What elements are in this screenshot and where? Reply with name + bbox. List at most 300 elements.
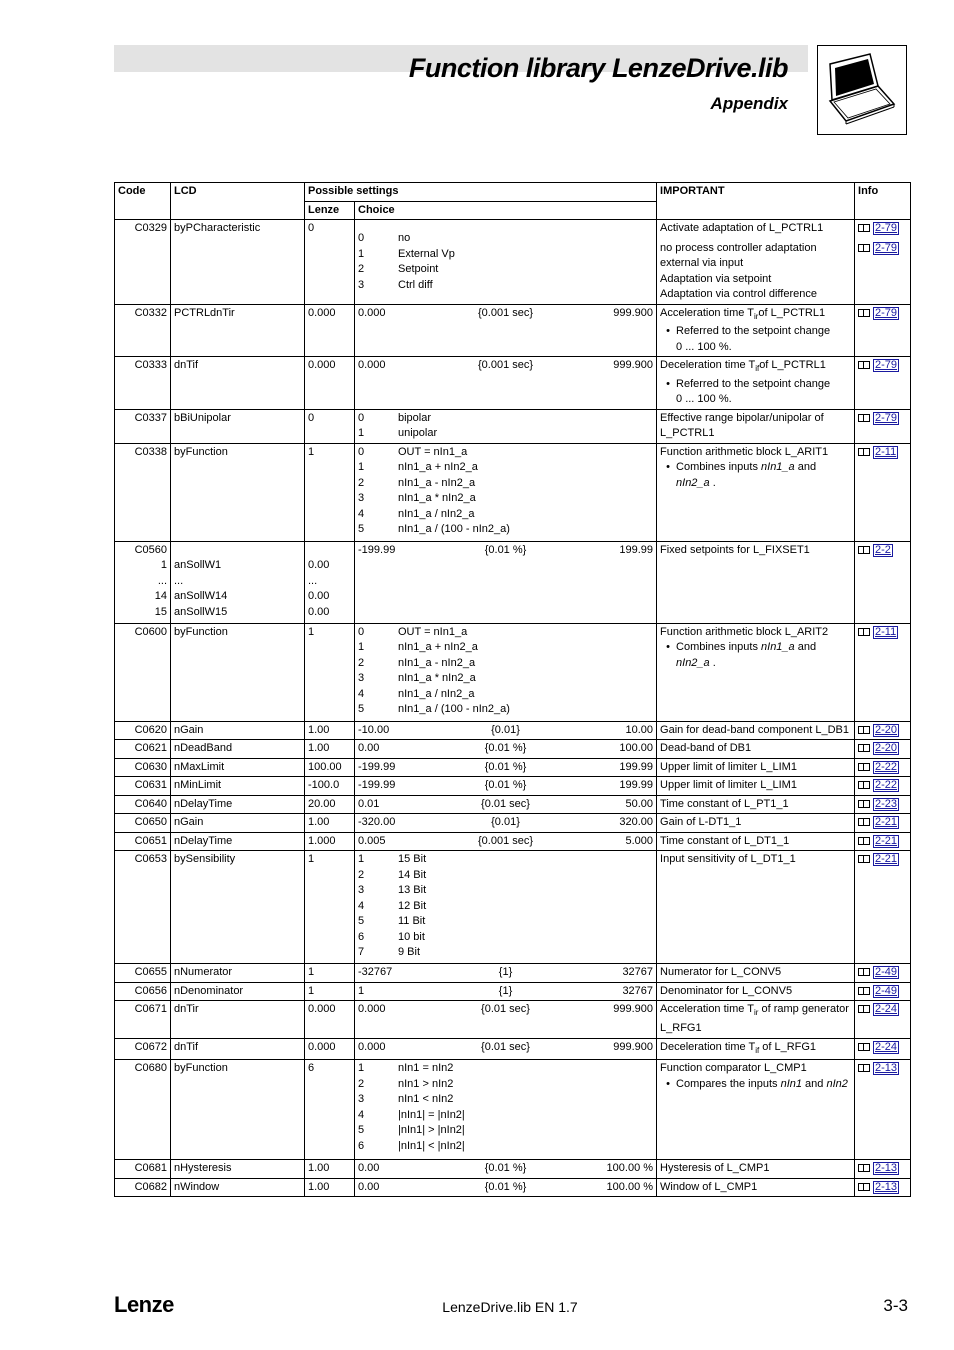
bullet-input-1: nIn1_a [761,461,795,474]
bullet-item [660,377,851,393]
book-icon [858,1043,870,1051]
table-row [115,541,911,623]
important-text: Adaptation via control difference [660,288,817,300]
range-min: 0.005 [358,834,386,847]
choice-number: 1 [358,247,365,260]
table-row [115,721,911,740]
laptop-icon [817,45,907,135]
page-reference-link[interactable]: 2-13 [875,1162,898,1175]
bullet-text-continued: 0 ... 100 %. [676,393,732,406]
lenze-value: 20.00 [308,797,336,810]
bullet-input-2: nIn2_a [676,476,710,489]
code-cell [115,982,171,1001]
code-value: C0631 [134,779,167,792]
lenze-cell [305,541,355,623]
important-title: Deceleration time T [660,359,756,372]
book-icon [858,414,870,422]
table-row [115,357,911,410]
range [358,543,653,559]
code-cell [115,623,171,721]
lenze-cell [305,1060,355,1160]
range-step: {0.01 %} [484,543,527,556]
info-ref [858,778,907,794]
info-cell [855,1038,911,1060]
choice-cell [355,777,657,796]
table-row [115,623,911,721]
range-min: 0.000 [358,1003,386,1016]
code-value: C0650 [134,816,167,829]
lenze-value: 1.00 [308,742,330,755]
range-min: 0.00 [358,742,380,755]
info-cell [855,409,911,443]
lcd-name: nDenominator [174,984,244,997]
range-max: 999.900 [613,1040,654,1053]
choice-number: 2 [358,1077,365,1090]
bullet-input-1: nIn1 [780,1077,802,1090]
lenze-cell [305,814,355,833]
code-value: C0600 [134,625,167,638]
info-ref [858,760,907,776]
lcd-cell [171,220,305,305]
book-icon [858,800,870,808]
lenze-cell [305,795,355,814]
page-reference-link[interactable]: 2-2 [875,543,891,556]
lenze-cell [305,357,355,410]
page-reference-link[interactable]: 2-21 [875,834,898,847]
lenze-value: ... [308,574,318,587]
choice-cell [355,623,657,721]
choice-item [358,491,653,507]
choice-item [358,476,653,492]
lenze-value: 0.000 [308,306,336,319]
info-ref [858,306,907,322]
book-icon [858,968,870,976]
info-cell [855,1178,911,1197]
code-value: C0681 [134,1162,167,1175]
important-cell [657,409,855,443]
book-icon [858,855,870,863]
page-subtitle: Appendix [710,94,788,113]
important-cell [657,1001,855,1038]
choice-cell [355,1060,657,1160]
bullet-end: . [709,656,716,669]
choice-item [358,1108,653,1124]
important-text: Function arithmetic block L_ARIT1 [660,445,829,458]
important-text: Numerator for L_CONV5 [660,966,782,979]
choice-number: 4 [358,687,365,700]
important-cell [657,795,855,814]
bullet-dot: • [666,1077,670,1090]
lcd-cell [171,964,305,983]
code-value: C0338 [134,445,167,458]
table-row [115,1178,911,1197]
choice-label: unipolar [398,427,438,440]
choice-item [358,1092,653,1108]
important-cell [657,777,855,796]
lcd-name: nHysteresis [174,1162,232,1175]
important-subscript: if [755,364,760,374]
lcd-cell [171,721,305,740]
lenze-value: 1 [308,966,315,979]
important-cell [657,964,855,983]
important-text [660,1002,851,1036]
choice-item [358,1139,653,1155]
info-ref [858,445,907,461]
lcd-name: dnTif [174,1040,199,1053]
code-cell [115,443,171,541]
page-reference-link[interactable]: 2-23 [875,797,898,810]
important-cell [657,443,855,541]
code-cell [115,541,171,623]
lenze-cell [305,1160,355,1179]
choice-item [358,883,653,899]
choice-cell [355,832,657,851]
choice-number: 0 [358,625,365,638]
lcd-name: nNumerator [174,966,233,979]
range-step: {0.01} [491,723,520,736]
choice-label: nIn1 < nIn2 [398,1093,454,1106]
range [358,1180,653,1196]
bullet-dot: • [666,461,670,474]
page-reference-link[interactable]: 2-20 [875,723,898,736]
important-cell [657,851,855,964]
range-step: {0.01 sec} [481,1003,530,1016]
important-text: Fixed setpoints for L_FIXSET1 [660,543,810,556]
code-value: C0620 [134,723,167,736]
choice-label: nIn1_a / (100 - nIn2_a) [398,703,510,716]
book-icon [858,309,870,317]
code-cell [115,1038,171,1060]
bullet-text [676,640,816,671]
info-ref [858,984,907,1000]
book-icon [858,726,870,734]
bullet-item [660,460,851,491]
lenze-value: 1 [308,445,315,458]
lenze-value: 1.00 [308,1180,330,1193]
choice-label: OUT = nIn1_a [398,625,468,638]
page-reference-link[interactable]: 2-79 [875,411,898,424]
range [358,1161,653,1177]
range-step: {1} [498,966,513,979]
info-cell [855,832,911,851]
info-ref [858,625,907,641]
choice-cell [355,220,657,305]
lenze-cell [305,304,355,357]
table-row [115,964,911,983]
page-reference-link[interactable]: 2-79 [875,241,898,254]
range-max: 5.000 [625,834,654,847]
code-value: C0682 [134,1180,167,1193]
code-value: C0621 [134,742,167,755]
choice-label: nIn1_a + nIn2_a [398,461,478,474]
important-cell [657,758,855,777]
choice-cell [355,814,657,833]
code-cell [115,1160,171,1179]
choice-cell [355,851,657,964]
lenze-cell [305,220,355,305]
choice-number: 1 [358,853,365,866]
lenze-value: 0.000 [308,1003,336,1016]
info-ref [858,221,907,237]
lcd-name: byFunction [174,625,228,638]
info-ref [858,1040,907,1056]
lcd-name: nDelayTime [174,834,233,847]
range-min: 0.000 [358,306,386,319]
book-icon [858,546,870,554]
code-value: C0651 [134,834,167,847]
info-cell [855,1060,911,1160]
choice-number: 0 [358,411,365,424]
info-ref [858,543,907,559]
lcd-cell [171,623,305,721]
page-reference-link[interactable]: 2-13 [875,1180,898,1193]
range-max: 50.00 [625,797,654,810]
page-reference-link[interactable]: 2-11 [875,625,897,638]
page-reference-link[interactable]: 2-22 [875,760,898,773]
parameter-table [114,182,911,1197]
bullet-item [660,640,851,671]
choice-number: 3 [358,672,365,685]
page-reference-link[interactable]: 2-79 [875,306,898,319]
info-cell [855,304,911,357]
important-text: Denominator for L_CONV5 [660,984,793,997]
choice-cell [355,758,657,777]
info-ref [858,1061,907,1077]
range [358,965,653,981]
range-max: 100.00 % [606,1162,654,1175]
footer-doc: LenzeDrive.lib EN 1.7 [442,1299,578,1315]
page-reference-link[interactable]: 2-21 [875,853,898,866]
info-cell [855,740,911,759]
lenze-value: 0 [308,222,315,234]
bullet-pre: Compares the inputs [676,1077,781,1090]
choice-label: Ctrl diff [398,278,433,291]
range-step: {0.01} [491,816,520,829]
range-min: -199.99 [358,779,396,792]
code-cell [115,851,171,964]
book-icon [858,628,870,636]
bullet-end: . [709,476,716,489]
lenze-value: 0.00 [308,559,330,572]
choice-label: 11 Bit [398,915,426,928]
info-cell [855,541,911,623]
code-cell [115,1178,171,1197]
range-max: 320.00 [619,816,654,829]
code-cell [115,409,171,443]
code-cell [115,814,171,833]
lcd-cell [171,832,305,851]
range [358,778,653,794]
page-reference-link[interactable]: 2-79 [875,359,898,372]
choice-cell [355,1038,657,1060]
info-cell [855,623,911,721]
choice-item [358,262,653,278]
choice-item [358,278,653,294]
page-reference-link[interactable]: 2-20 [875,742,898,755]
range-min: -199.99 [358,760,396,773]
range-min: 0.01 [358,797,380,810]
code-cell [115,795,171,814]
choice-item [358,445,653,461]
bullet-text-continued: 0 ... 100 %. [676,340,732,353]
choice-item [358,687,653,703]
important-text: Hysteresis of L_CMP1 [660,1162,770,1175]
range [358,815,653,831]
lenze-value: 0.000 [308,1040,336,1053]
choice-label: nIn1_a / (100 - nIn2_a) [398,523,510,536]
table-row [115,982,911,1001]
lcd-cell [171,1060,305,1160]
code-cell [115,832,171,851]
important-tail: of L_PCTRL1 [758,306,826,319]
page-reference-link[interactable]: 2-24 [875,1003,898,1016]
info-ref [858,1002,907,1018]
page-reference-link[interactable]: 2-11 [875,445,897,458]
lenze-cell [305,740,355,759]
choice-label: |nIn1| > |nIn2| [398,1124,465,1137]
choice-item [358,460,653,476]
choice-label: OUT = nIn1_a [398,445,468,458]
header-choice: Choice [355,201,657,220]
important-cell [657,814,855,833]
book-icon [858,781,870,789]
book-icon [858,837,870,845]
code-value: C0655 [134,966,167,979]
lenze-value: 0.00 [308,605,330,618]
range-min: -199.99 [358,543,396,556]
choice-number: 6 [358,930,365,943]
choice-label: nIn1_a - nIn2_a [398,656,476,669]
code-value: C0656 [134,984,167,997]
lcd-name: nDelayTime [174,797,233,810]
table-row [115,304,911,357]
important-cell [657,1038,855,1060]
choice-number: 5 [358,703,365,716]
important-cell [657,304,855,357]
range-min: -320.00 [358,816,396,829]
info-cell [855,814,911,833]
page-reference-link[interactable]: 2-24 [875,1040,898,1053]
choice-label: External Vp [398,247,455,260]
table-header-row [115,183,911,202]
code-value: C0333 [134,359,167,372]
important-subscript: ir [753,1008,759,1018]
choice-number: 2 [358,868,365,881]
choice-cell [355,443,657,541]
page-reference-link[interactable]: 2-22 [875,779,898,792]
choice-item [358,1077,653,1093]
table-row [115,1060,911,1160]
important-subscript: ir [753,311,759,321]
important-text: no process controller adaptation [660,241,817,254]
range-max: 100.00 % [606,1180,654,1193]
important-text: Time constant of L_DT1_1 [660,834,790,847]
code-cell [115,758,171,777]
lenze-cell [305,1038,355,1060]
code-value: C0560 [134,543,167,556]
info-cell [855,220,911,305]
choice-cell [355,1160,657,1179]
code-cell [115,357,171,410]
choice-label: nIn1 = nIn2 [398,1062,454,1075]
info-ref [858,411,907,427]
lenze-cell [305,964,355,983]
choice-number: 2 [358,263,365,275]
code-cell [115,1060,171,1160]
code-cell [115,1001,171,1038]
bullet-text [676,1077,848,1093]
table-row [115,1001,911,1038]
lcd-name: byPCharacteristic [174,222,261,234]
important-title: Acceleration time T [660,1003,754,1016]
range [358,797,653,813]
code-value: C0332 [134,306,167,319]
lcd-cell [171,777,305,796]
range-min: -32767 [358,966,393,979]
range-step: {0.01 %} [484,1162,527,1175]
range-step: {0.01 %} [484,760,527,773]
lcd-cell [171,758,305,777]
choice-item [358,247,653,263]
choice-number: 4 [358,507,365,520]
choice-label: |nIn1| < |nIn2| [398,1139,465,1152]
info-ref [858,965,907,981]
lcd-name: anSollW15 [174,605,228,618]
choice-item [358,640,653,656]
code-value: C0680 [134,1062,167,1075]
important-text: Gain of L-DT1_1 [660,816,742,829]
page-reference-link[interactable]: 2-13 [875,1062,898,1075]
lcd-name: nWindow [174,1180,220,1193]
range-max: 10.00 [625,723,654,736]
lenze-cell [305,443,355,541]
table-row [115,409,911,443]
book-icon [858,818,870,826]
important-text: Upper limit of limiter L_LIM1 [660,760,797,773]
table-row [115,1038,911,1060]
choice-cell [355,721,657,740]
page-reference-link[interactable]: 2-49 [875,966,898,979]
info-cell [855,777,911,796]
subcode: 14 [154,590,167,603]
lcd-cell [171,541,305,623]
range [358,741,653,757]
choice-cell [355,740,657,759]
info-cell [855,758,911,777]
choice-label: 13 Bit [398,884,427,897]
info-cell [855,982,911,1001]
page-reference-link[interactable]: 2-79 [875,222,898,234]
info-cell [855,964,911,983]
choice-item [358,507,653,523]
important-cell [657,721,855,740]
info-ref [858,358,907,374]
page-reference-link[interactable]: 2-21 [875,816,898,829]
book-icon [858,1164,870,1172]
lcd-name: bySensibility [174,853,236,866]
choice-number: 1 [358,1062,365,1075]
code-value: C0630 [134,760,167,773]
lenze-value: 1 [308,625,315,638]
info-ref [858,815,907,831]
lcd-cell [171,1001,305,1038]
page-reference-link[interactable]: 2-49 [875,984,898,997]
choice-label: no [398,232,411,244]
book-icon [858,1064,870,1072]
choice-number: 1 [358,427,365,440]
choice-item [358,899,653,915]
lenze-value: 1.000 [308,834,336,847]
